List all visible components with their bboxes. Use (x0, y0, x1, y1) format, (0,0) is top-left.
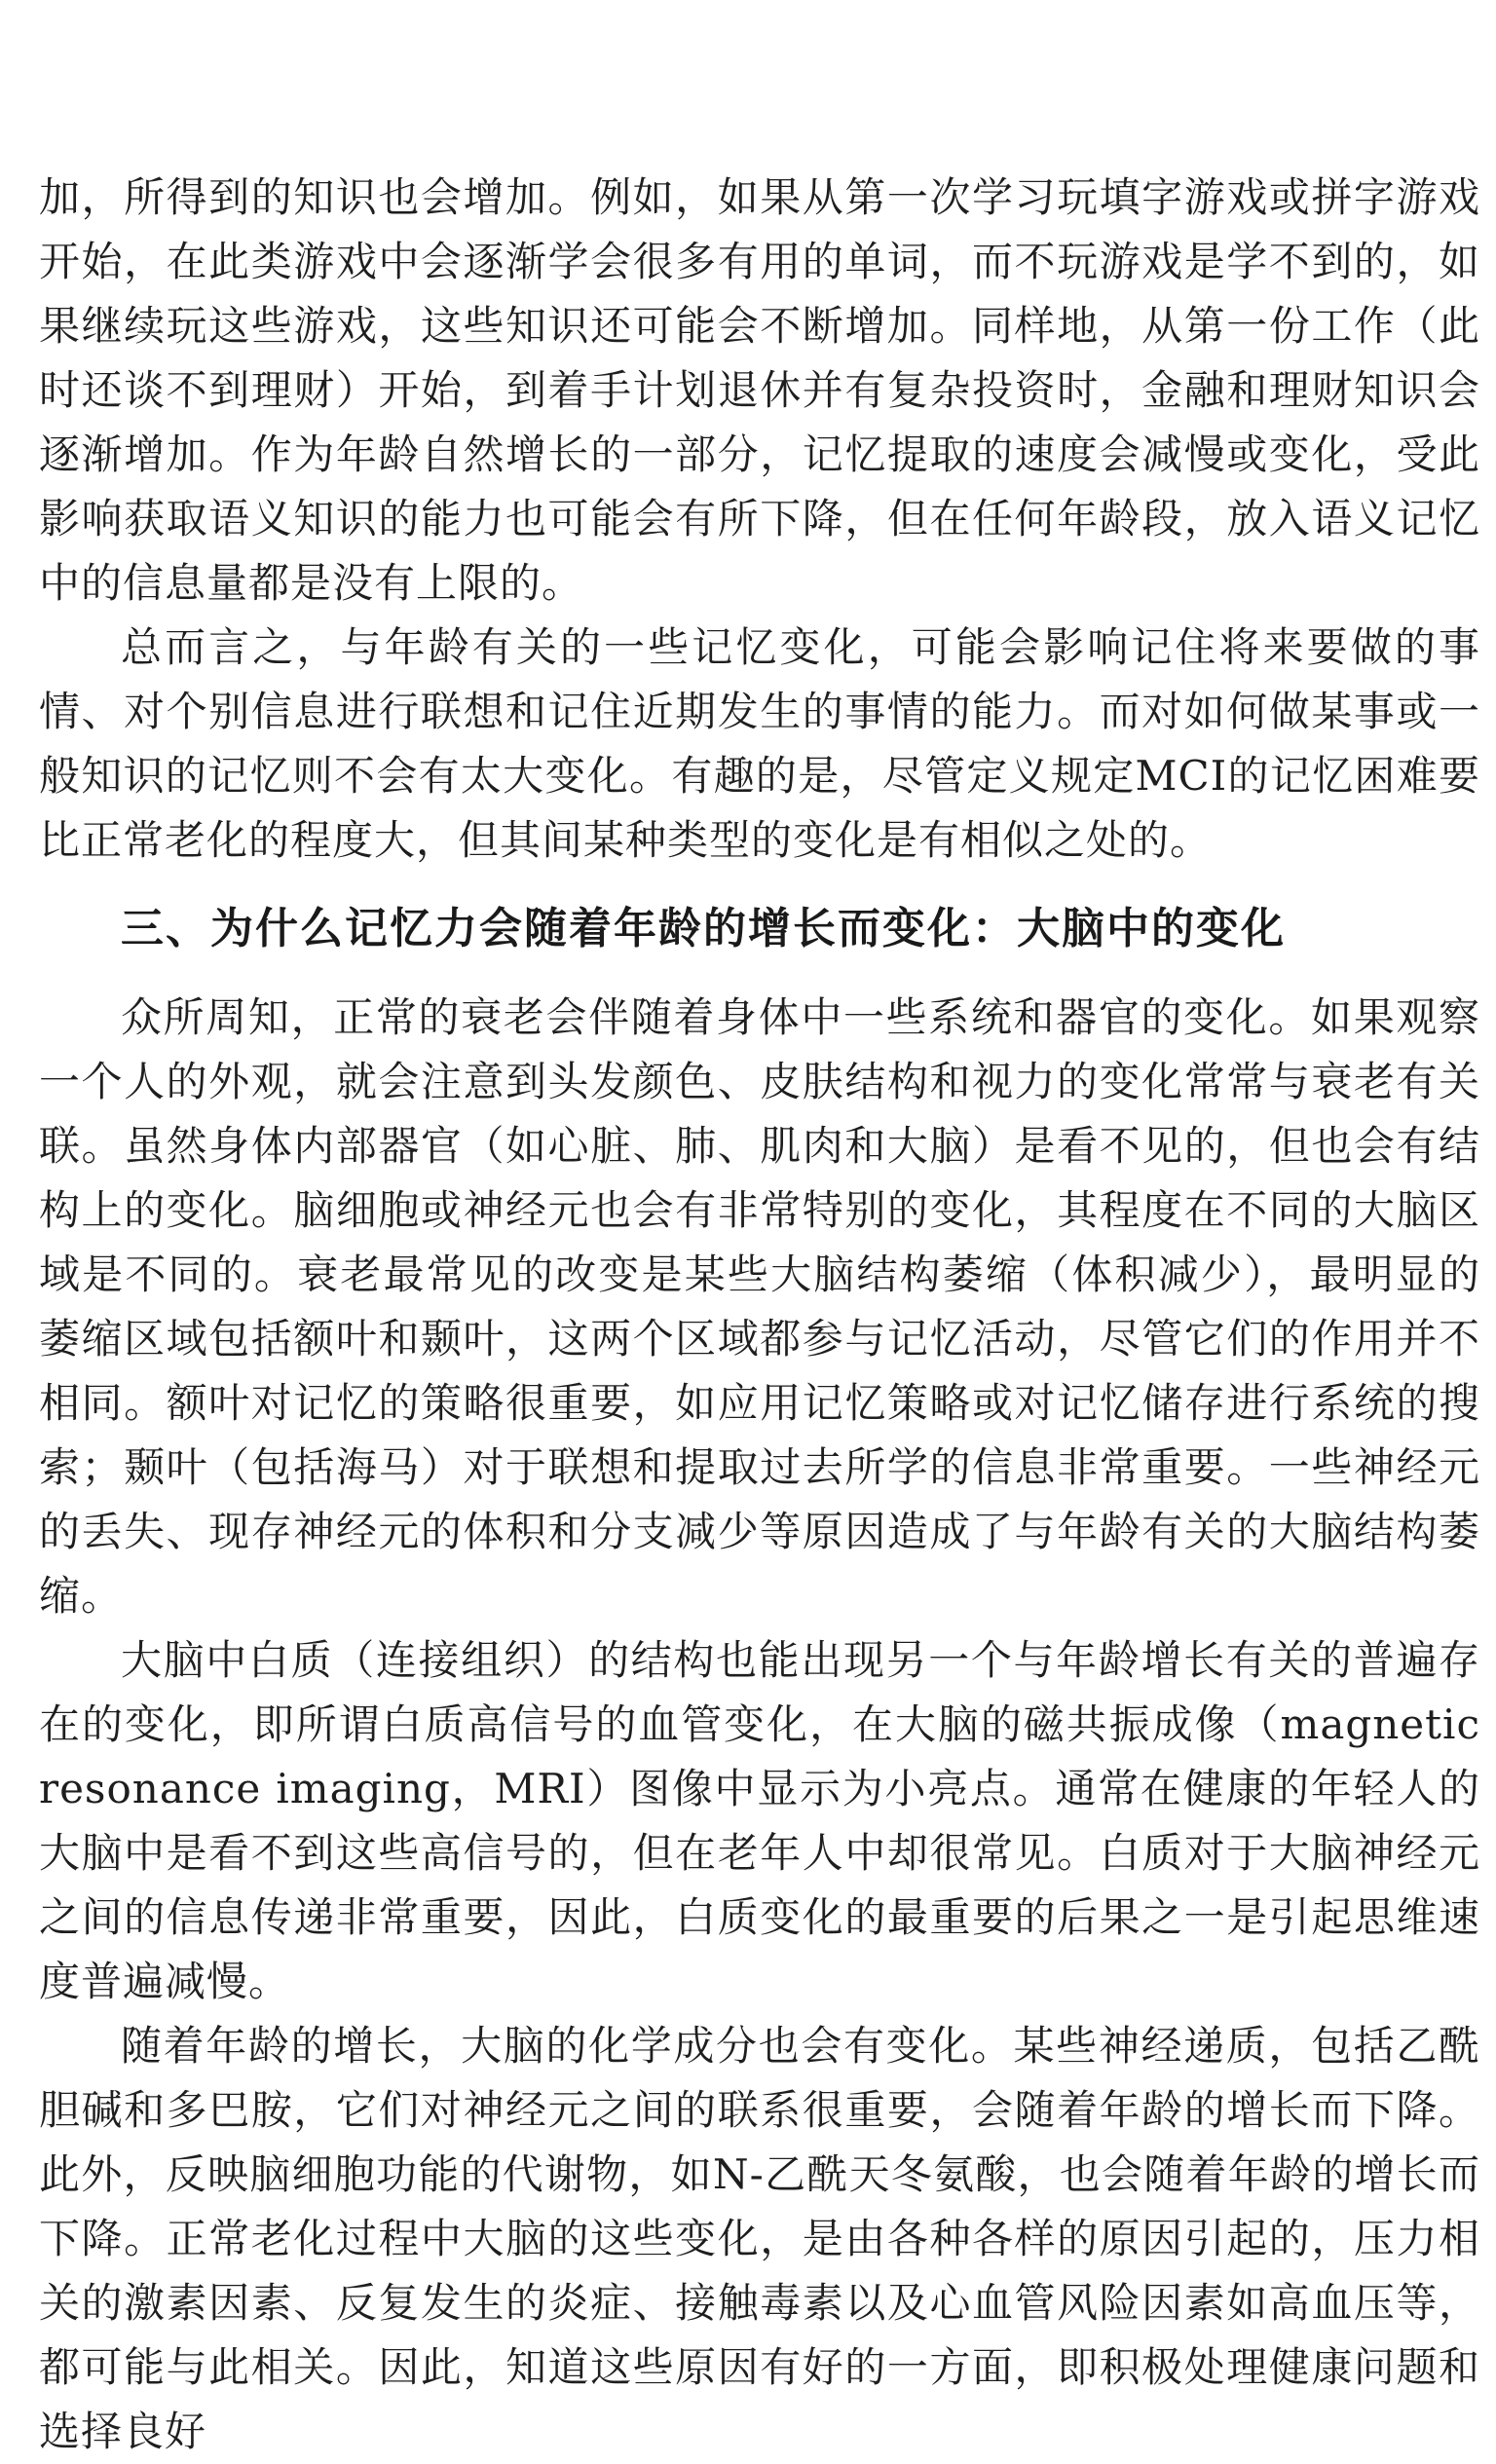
paragraph-white-matter: 大脑中白质（连接组织）的结构也能出现另一个与年龄增长有关的普遍存在的变化，即所谓白质高信号的血管变化，在大脑的磁共振成像（magnetic resonance imaging，MRI）图像中显示为小亮点。通常在健康的年轻人的大脑中是看不到这些高信号的，但在老年人中却很常见。白质对于大脑神经元之间的信息传递非常重要，因此，白质变化的最重要的后果之一是引起思维速度普遍减慢。 (39, 1636, 1480, 2005)
document-page (39, 166, 1480, 2464)
paragraph-semantic-knowledge: 加，所得到的知识也会增加。例如，如果从第一次学习玩填字游戏或拼字游戏开始，在此类游戏中会逐渐学会很多有用的单词，而不玩游戏是学不到的，如果继续玩这些游戏，这些知识还可能会不断增加。同样地，从第一份工作（此时还谈不到理财）开始，到着手计划退休并有复杂投资时，金融和理财知识会逐渐增加。作为年龄自然增长的一部分，记忆提取的速度会减慢或变化，受此影响获取语义知识的能力也可能会有所下降，但在任何年龄段，放入语义记忆中的信息量都是没有上限的。 (39, 173, 1480, 607)
paragraph-brain-structure: 众所周知，正常的衰老会伴随着身体中一些系统和器官的变化。如果观察一个人的外观，就会注意到头发颜色、皮肤结构和视力的变化常常与衰老有关联。虽然身体内部器官（如心脏、肺、肌肉和大脑）是看不见的，但也会有结构上的变化。脑细胞或神经元也会有非常特别的变化，其程度在不同的大脑区域是不同的。衰老最常见的改变是某些大脑结构萎缩（体积减少），最明显的萎缩区域包括额叶和颞叶，这两个区域都参与记忆活动，尽管它们的作用并不相同。额叶对记忆的策略很重要，如应用记忆策略或对记忆储存进行系统的搜索；颞叶（包括海马）对于联想和提取过去所学的信息非常重要。一些神经元的丢失、现存神经元的体积和分支减少等原因造成了与年龄有关的大脑结构萎缩。 (39, 993, 1480, 1620)
section-heading: 三、为什么记忆力会随着年龄的增长而变化：大脑中的变化 (121, 904, 1286, 953)
paragraph-brain-chemistry: 随着年龄的增长，大脑的化学成分也会有变化。某些神经递质，包括乙酰胆碱和多巴胺，它们对神经元之间的联系很重要，会随着年龄的增长而下降。此外，反映脑细胞功能的代谢物，如N-乙酰天冬氨酸，也会随着年龄的增长而下降。正常老化过程中大脑的这些变化，是由各种各样的原因引起的，压力相关的激素因素、反复发生的炎症、接触毒素以及心血管风险因素如高血压等，都可能与此相关。因此，知道这些原因有好的一方面，即积极处理健康问题和选择良好 (39, 2022, 1480, 2455)
paragraph-summary: 总而言之，与年龄有关的一些记忆变化，可能会影响记住将来要做的事情、对个别信息进行联想和记住近期发生的事情的能力。而对如何做某事或一般知识的记忆则不会有太大变化。有趣的是，尽管定义规定MCI的记忆困难要比正常老化的程度大，但其间某种类型的变化是有相似之处的。 (39, 623, 1480, 864)
